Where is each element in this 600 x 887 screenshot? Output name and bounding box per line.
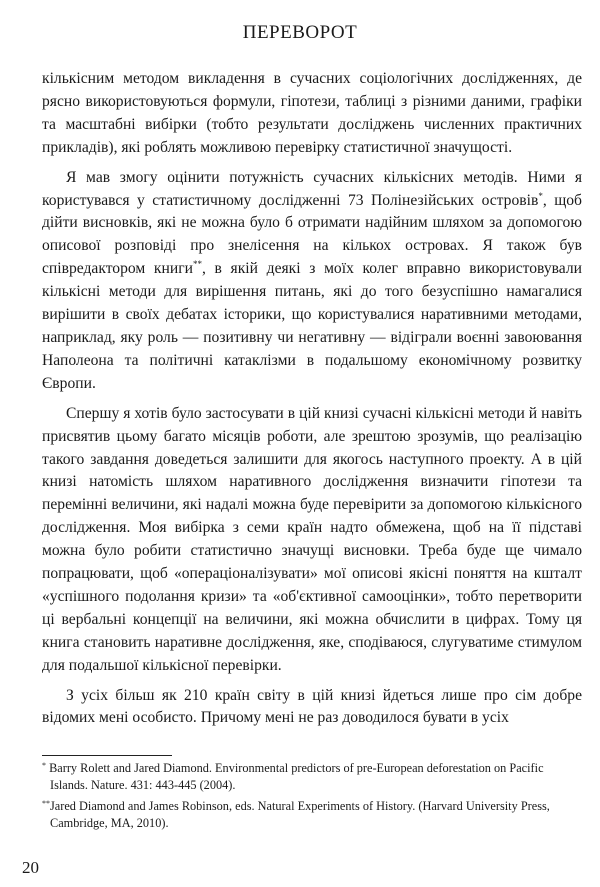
paragraph-quantitative-methods xyxy=(42,167,582,396)
footnote-mark: * xyxy=(42,761,46,770)
page-number: 20 xyxy=(22,858,39,877)
footnote-2 xyxy=(42,798,582,832)
footnote-ref-1[interactable]: * xyxy=(538,190,543,201)
paragraph-text-segment: Я мав змогу оцінити потужність сучасних кількісних методів. Ними я користувався у статистичному дослідженні 73 Полінезійських островів xyxy=(42,168,582,209)
paragraph-narrative-study: Спершу я хотів було застосувати в цій книзі сучасні кількісні методи й навіть присвятив цьому багато місяців роботи, але зрештою зрозумів, що реалізацію такого завдання доведеться залишити для якогось наступного проекту. А в цій книзі натомість шляхом наративного дослідження визначити гіпотези та перемінні величини, які надалі можна буде перевірити за допомогою кількісного дослідження. Моя вибірка з семи країн надто обмежена, щоб на її підставі можна було робити статистично значущі висновки. Треба буде ще чимало попрацювати, щоб «операціоналізувати» мої описові якісні поняття на кшталт «успішного подолання кризи» та «об'єктивної самооцінки», тобто перетворити ці вербальні концепції на величини, які можна обчислити в цифрах. Тому ця книга становить наративне дослідження, яке, сподіваюся, слугуватиме стимулом для подальшої кількісної перевірки. xyxy=(42,404,582,674)
paragraph-text-segment: , щоб дійти висновків, які не можна було б отримати надійним шляхом за допомогою описової розповіді про знелісення на кількох островах. Я також був співредактором книги xyxy=(42,191,582,278)
footnotes xyxy=(42,760,582,836)
body-text xyxy=(42,68,582,730)
footnote-text: Barry Rolett and Jared Diamond. Environmental predictors of pre-European deforestation on Pacific Islands. Nature. 431: 443-445 (2004). xyxy=(49,761,544,792)
footnote-divider xyxy=(42,755,172,756)
footnote-ref-2[interactable]: ** xyxy=(192,259,202,270)
paragraph-continued: кількісним методом викладення в сучасних соціологічних дослідженнях, де рясно використовуються формули, гіпотези, таблиці з різними даними, графіки та масштабні вибірки (тобто результати досліджень численних практичних прикладів), які роблять можливою перевірку статистичної значущості. xyxy=(42,70,582,156)
footnote-mark: ** xyxy=(42,799,50,808)
footnote-1 xyxy=(42,760,582,794)
paragraph-text-segment: , в якій деякі з моїх колег вправно використовували кількісні методи для вирішення питань, які до того безуспішно намагалися вирішити в своїх дебатах історики, що користувалися наративними методами, наприклад, яку роль — позитивну чи негативну — відіграли воєнні завоювання Наполеона та політичні катаклізми в подальшому економічному розвитку Європи. xyxy=(42,260,582,392)
running-title: ПЕРЕВОРОТ xyxy=(242,22,358,43)
footnote-text: Jared Diamond and James Robinson, eds. Natural Experiments of History. (Harvard University Press, Cambridge, MA, 2010). xyxy=(50,799,550,830)
paragraph-seven-countries: З усіх більш як 210 країн світу в цій книзі йдеться лише про сім добре відомих мені особисто. Причому мені не раз доводилося бувати в усіх xyxy=(42,686,582,727)
